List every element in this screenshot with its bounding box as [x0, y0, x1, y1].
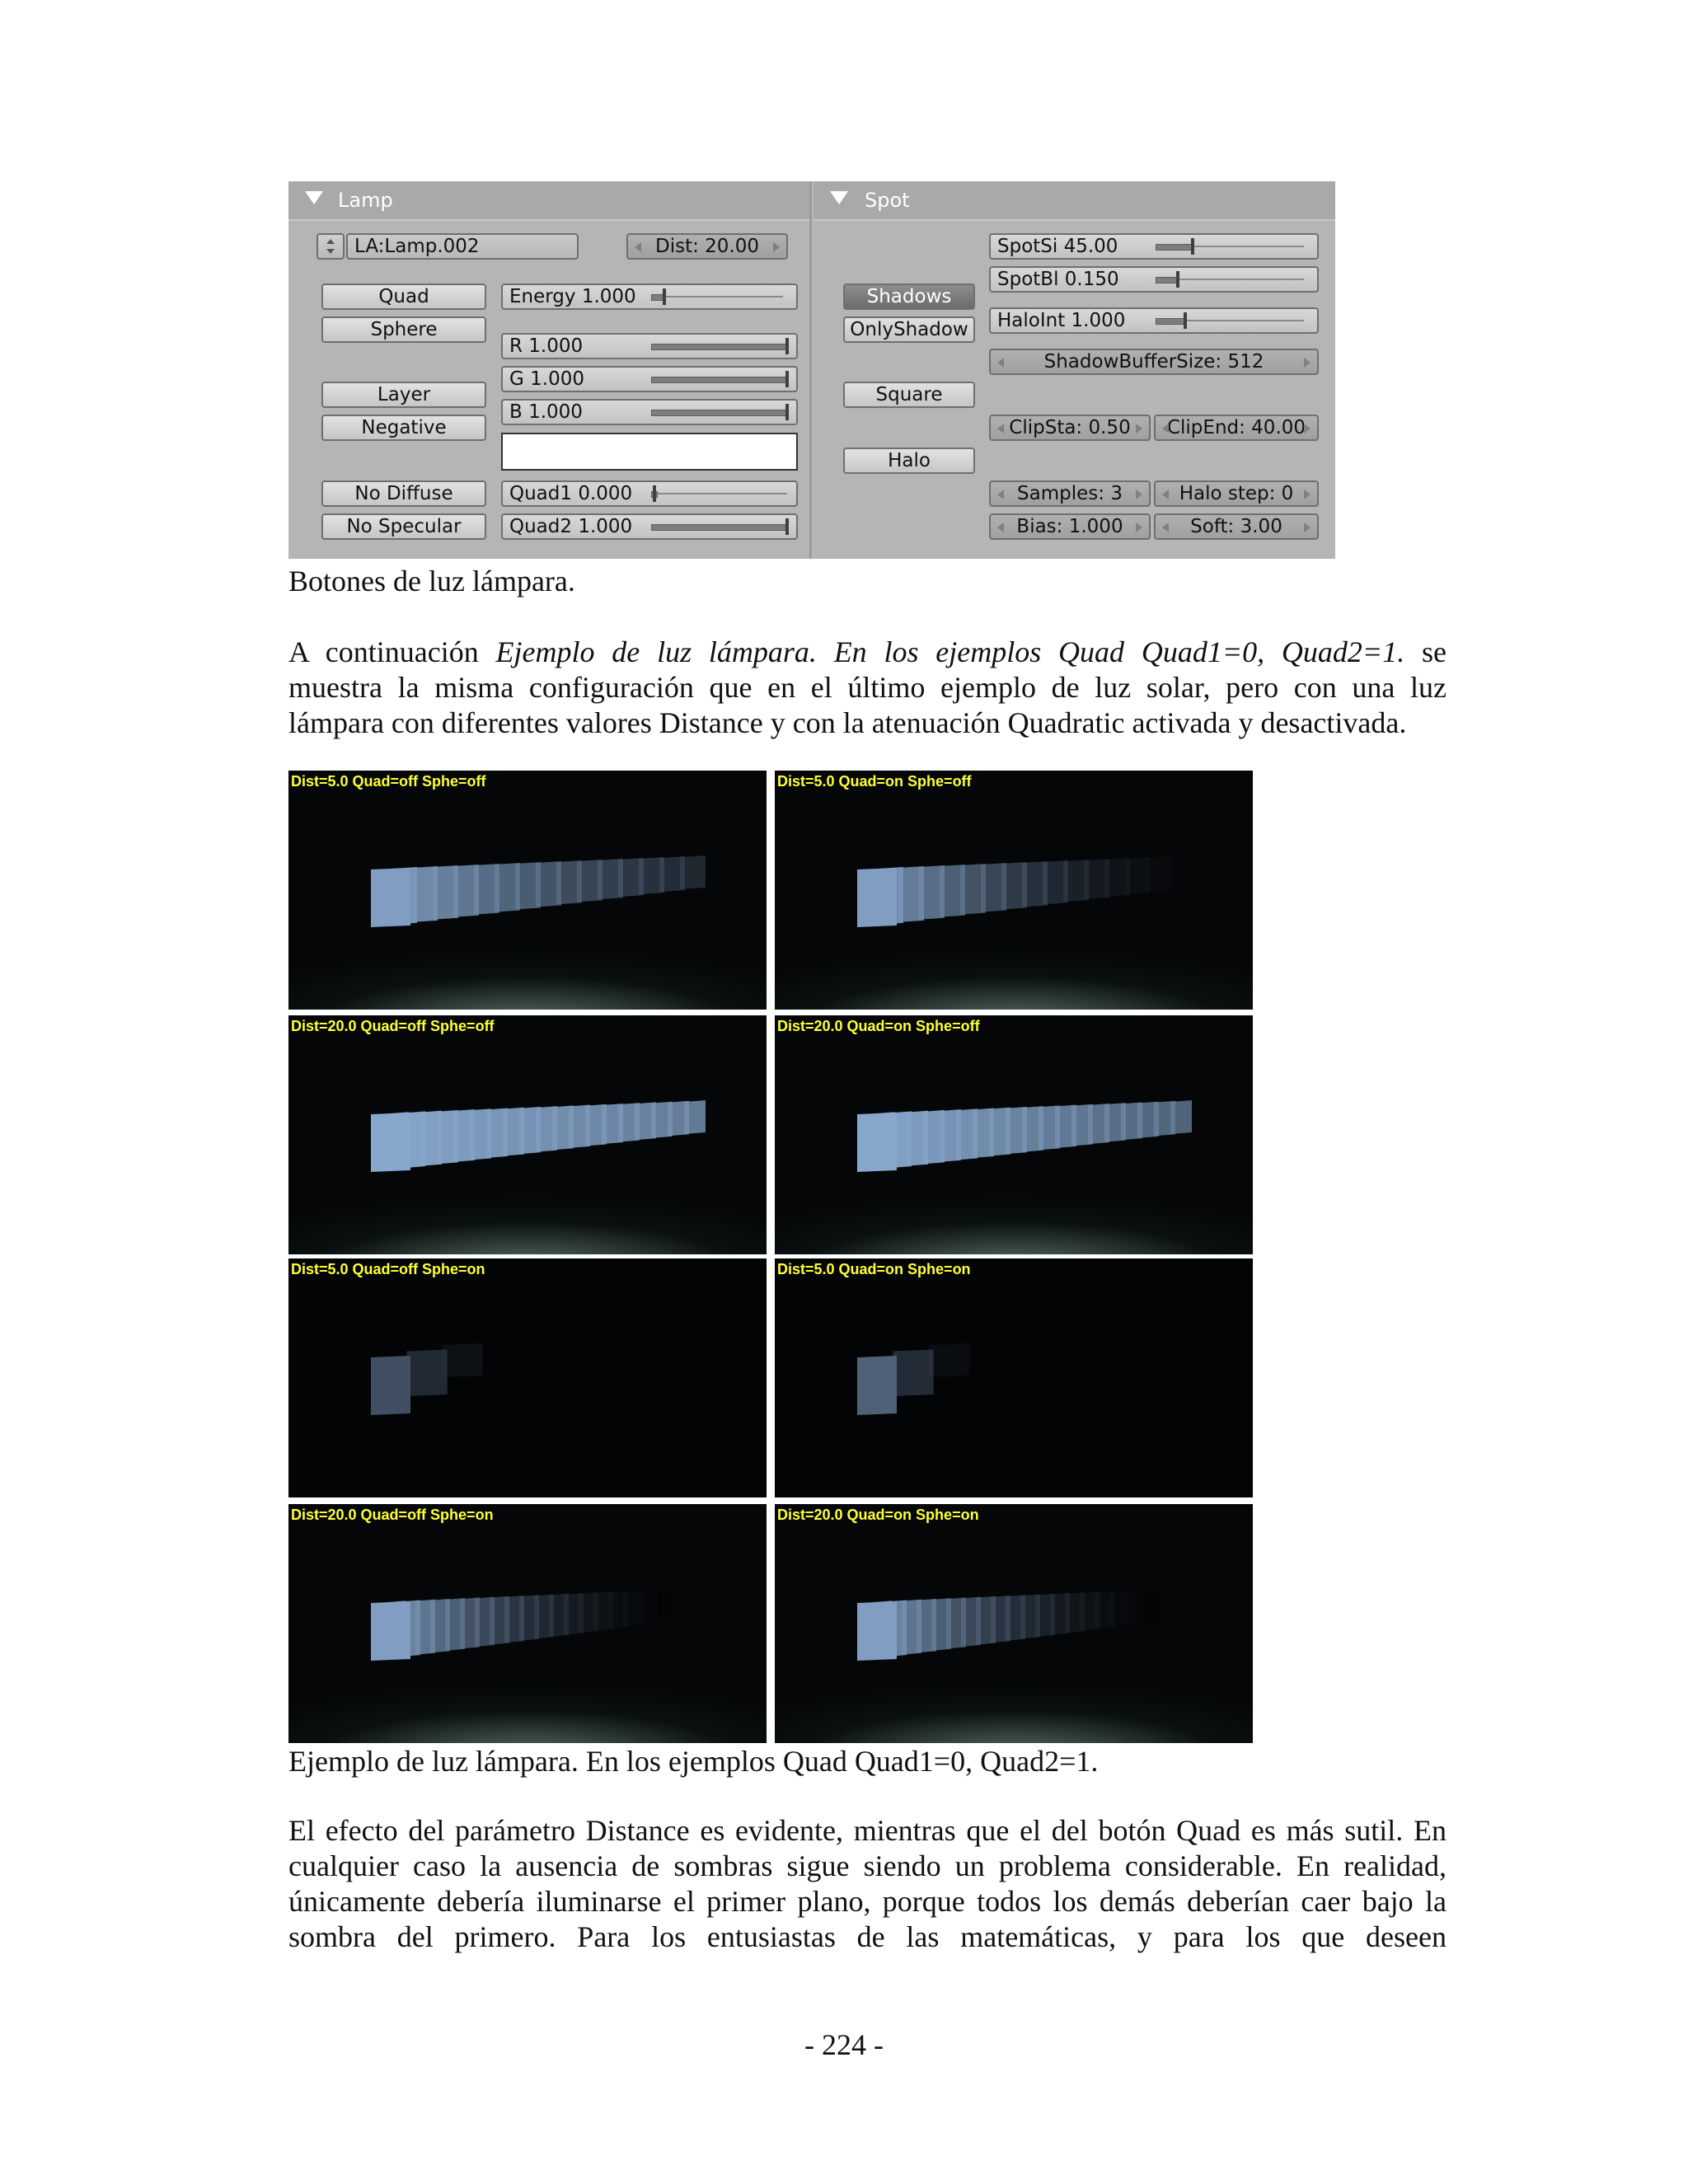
- render-label: Dist=5.0 Quad=on Sphe=on: [777, 1261, 971, 1277]
- render-image: [775, 1258, 1253, 1497]
- plane: [371, 1356, 410, 1415]
- plane: [443, 1343, 483, 1377]
- plane: [406, 1350, 447, 1397]
- receding-planes-illustration: [775, 1258, 1253, 1497]
- lamp-color-swatch[interactable]: [501, 433, 798, 471]
- dist-field[interactable]: [626, 233, 788, 260]
- shadow-buffer-size-field[interactable]: [989, 349, 1319, 375]
- spot-blend-label: SpotBl 0.150: [997, 269, 1119, 290]
- render-label: Dist=20.0 Quad=off Sphe=off: [291, 1018, 495, 1034]
- receding-planes-illustration: [288, 1015, 767, 1254]
- paragraph-text: A continuación: [288, 635, 496, 668]
- clip-start-value: ClipSta: 0.50: [1009, 417, 1131, 438]
- spot-size-slider[interactable]: [989, 233, 1319, 260]
- dist-value: Dist: 20.00: [654, 236, 759, 257]
- receding-planes-illustration: [288, 1258, 767, 1497]
- slider-knob[interactable]: [785, 518, 789, 535]
- lamp-panel-title: Lamp: [338, 189, 393, 212]
- paragraph-line: cualquier caso la ausencia de sombras sigue siendo un problema considerable. En realidad,: [288, 1849, 1447, 1882]
- quad2-slider[interactable]: [501, 513, 798, 540]
- spot-panel-header[interactable]: [814, 181, 1335, 221]
- r-slider[interactable]: [501, 333, 798, 359]
- halo-intensity-label: HaloInt 1.000: [997, 310, 1126, 331]
- energy-label: Energy 1.000: [509, 286, 636, 307]
- halo-step-value: Halo step: 0: [1179, 483, 1294, 504]
- slider-knob[interactable]: [785, 338, 789, 354]
- lamp-buttons-screenshot: [288, 181, 1335, 559]
- slider-fill: [651, 410, 789, 416]
- square-button[interactable]: Square: [843, 382, 975, 408]
- paragraph-line: muestra la misma configuración que en el último ejemplo de luz solar, pero con una luz: [288, 671, 1447, 704]
- paragraph-line: lámpara con diferentes valores Distance y con la atenuación Quadratic activada y desactivada.: [288, 706, 1407, 739]
- plane: [893, 1350, 933, 1397]
- lamp-panel: [288, 181, 812, 559]
- bias-value: Bias: 1.000: [1016, 516, 1123, 537]
- render-image: [288, 771, 767, 1010]
- lamp-panel-header[interactable]: [288, 181, 809, 221]
- g-slider[interactable]: [501, 366, 798, 392]
- increment-arrow-icon[interactable]: [1304, 490, 1311, 499]
- increment-arrow-icon[interactable]: [1304, 523, 1311, 532]
- render-image: [775, 771, 1253, 1010]
- decrement-arrow-icon[interactable]: [997, 424, 1004, 434]
- slider-knob[interactable]: [1184, 312, 1187, 329]
- decrement-arrow-icon[interactable]: [1162, 490, 1169, 499]
- paragraph-line: sombra del primero. Para los entusiastas de las matemáticas, y para los que deseen: [288, 1920, 1447, 1953]
- lamp-render-grid: [288, 771, 1253, 1743]
- receding-planes-illustration: [775, 771, 1253, 1010]
- caption-lamp-buttons: Botones de luz lámpara.: [288, 565, 575, 598]
- slider-knob[interactable]: [785, 404, 789, 420]
- paragraph-text: se: [1404, 635, 1447, 668]
- receding-planes-illustration: [775, 1504, 1253, 1743]
- shadows-button[interactable]: Shadows: [843, 284, 975, 310]
- plane: [857, 1356, 897, 1415]
- increment-arrow-icon[interactable]: [1304, 424, 1311, 434]
- render-image: [775, 1015, 1253, 1254]
- no-specular-button[interactable]: No Specular: [321, 513, 486, 540]
- decrement-arrow-icon[interactable]: [1162, 424, 1169, 434]
- plane: [371, 1113, 410, 1172]
- receding-planes-illustration: [288, 771, 767, 1010]
- plane: [929, 1343, 969, 1377]
- slider-fill: [1156, 318, 1187, 325]
- clip-end-field[interactable]: [1154, 415, 1319, 441]
- slider-fill: [1156, 244, 1194, 251]
- soft-value: Soft: 3.00: [1190, 516, 1282, 537]
- b-slider[interactable]: [501, 399, 798, 425]
- quad1-slider[interactable]: [501, 480, 798, 507]
- g-label: G 1.000: [509, 368, 584, 390]
- paragraph-line: únicamente debería iluminarse el primer plano, porque todos los demás deberían caer bajo la: [288, 1885, 1447, 1918]
- halo-step-field[interactable]: [1154, 480, 1319, 507]
- decrement-arrow-icon[interactable]: [997, 523, 1004, 532]
- decrement-arrow-icon[interactable]: [997, 358, 1004, 368]
- paragraph-intro: [288, 635, 1447, 741]
- plane: [857, 1601, 897, 1661]
- slider-track[interactable]: [651, 296, 783, 298]
- quad2-label: Quad2 1.000: [509, 516, 633, 537]
- decrement-arrow-icon[interactable]: [635, 242, 641, 252]
- render-image: [288, 1504, 767, 1743]
- paragraph-line: [288, 635, 1447, 670]
- receding-planes-illustration: [775, 1015, 1253, 1254]
- slider-fill: [651, 344, 789, 350]
- paragraph-distance-effect: [288, 1813, 1447, 1955]
- slider-track[interactable]: [651, 493, 787, 494]
- figure-reference: Ejemplo de luz lámpara. En los ejemplos Quad Quad1=0, Quad2=1.: [495, 635, 1405, 668]
- halo-intensity-slider[interactable]: [989, 307, 1319, 334]
- paragraph-line: El efecto del parámetro Distance es evidente, mientras que el del botón Quad es más sutil. En: [288, 1814, 1447, 1847]
- quad1-label: Quad1 0.000: [509, 483, 633, 504]
- slider-fill: [651, 524, 789, 531]
- no-diffuse-button[interactable]: No Diffuse: [321, 480, 486, 507]
- render-label: Dist=20.0 Quad=on Sphe=off: [777, 1018, 980, 1034]
- decrement-arrow-icon[interactable]: [1162, 523, 1169, 532]
- increment-arrow-icon[interactable]: [1304, 358, 1311, 368]
- increment-arrow-icon[interactable]: [773, 242, 780, 252]
- layer-button[interactable]: Layer: [321, 382, 486, 408]
- b-label: B 1.000: [509, 401, 583, 423]
- clip-end-value: ClipEnd: 40.00: [1166, 417, 1306, 438]
- receding-planes-illustration: [288, 1504, 767, 1743]
- samples-value: Samples: 3: [1017, 483, 1123, 504]
- increment-arrow-icon[interactable]: [1136, 424, 1142, 434]
- plane: [371, 868, 410, 927]
- soft-field[interactable]: [1154, 513, 1319, 540]
- slider-knob[interactable]: [653, 485, 656, 502]
- slider-fill: [651, 377, 789, 383]
- render-label: Dist=20.0 Quad=on Sphe=on: [777, 1507, 979, 1523]
- collapse-triangle-icon[interactable]: [305, 191, 323, 204]
- up-down-arrows-icon: [318, 235, 343, 258]
- quad-button[interactable]: Quad: [321, 284, 486, 310]
- energy-slider[interactable]: [501, 284, 798, 310]
- increment-arrow-icon[interactable]: [1136, 523, 1142, 532]
- lamp-browse-button[interactable]: [316, 233, 345, 260]
- caption-lamp-example: Ejemplo de luz lámpara. En los ejemplos Quad Quad1=0, Quad2=1.: [288, 1745, 1099, 1778]
- plane: [857, 1113, 897, 1172]
- spot-panel-title: Spot: [865, 189, 910, 212]
- slider-knob[interactable]: [1176, 271, 1179, 288]
- plane: [371, 1601, 410, 1661]
- negative-button[interactable]: Negative: [321, 415, 486, 441]
- slider-knob[interactable]: [1191, 238, 1194, 255]
- shadow-buffer-size-value: ShadowBufferSize: 512: [1043, 351, 1264, 373]
- slider-knob[interactable]: [785, 371, 789, 387]
- render-label: Dist=20.0 Quad=off Sphe=on: [291, 1507, 494, 1523]
- render-label: Dist=5.0 Quad=on Sphe=off: [777, 773, 972, 790]
- samples-field[interactable]: [989, 480, 1151, 507]
- r-label: R 1.000: [509, 335, 584, 357]
- increment-arrow-icon[interactable]: [1136, 490, 1142, 499]
- render-image: [288, 1258, 767, 1497]
- sphere-button[interactable]: Sphere: [321, 316, 486, 343]
- lamp-name-field[interactable]: LA:Lamp.002: [346, 233, 579, 260]
- render-image: [775, 1504, 1253, 1743]
- decrement-arrow-icon[interactable]: [997, 490, 1004, 499]
- render-label: Dist=5.0 Quad=off Sphe=off: [291, 773, 486, 790]
- only-shadow-button[interactable]: OnlyShadow: [843, 316, 975, 343]
- bias-field[interactable]: [989, 513, 1151, 540]
- spot-size-label: SpotSi 45.00: [997, 236, 1118, 257]
- halo-button[interactable]: Halo: [843, 448, 975, 474]
- plane: [857, 868, 897, 927]
- render-image: [288, 1015, 767, 1254]
- spot-blend-slider[interactable]: [989, 266, 1319, 293]
- slider-knob[interactable]: [663, 288, 666, 305]
- page-number: - 224 -: [804, 2028, 884, 2061]
- collapse-triangle-icon[interactable]: [830, 191, 848, 204]
- spot-panel: [814, 181, 1335, 559]
- clip-start-field[interactable]: [989, 415, 1151, 441]
- render-label: Dist=5.0 Quad=off Sphe=on: [291, 1261, 485, 1277]
